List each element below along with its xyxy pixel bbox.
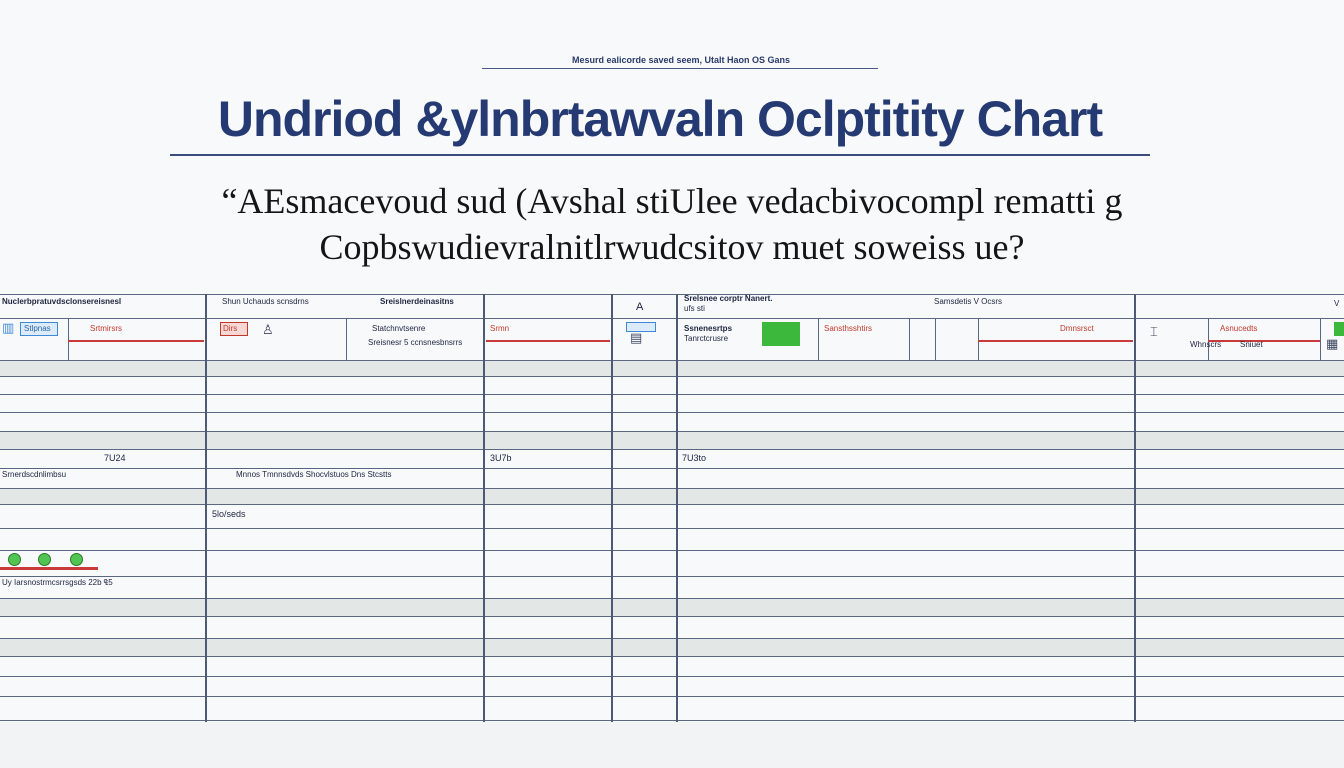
column-divider bbox=[1134, 294, 1136, 722]
status-dot bbox=[70, 553, 83, 566]
sub-cell: Tanrctcrusre bbox=[684, 334, 729, 343]
row-band bbox=[0, 638, 1344, 656]
person-icon: ♙ bbox=[262, 323, 274, 338]
status-dot bbox=[8, 553, 21, 566]
header-cell: Nuclerbpratuvdsclonsereisnesl bbox=[2, 297, 122, 306]
row-line bbox=[0, 360, 1344, 361]
row-line bbox=[0, 412, 1344, 413]
row-band bbox=[0, 431, 1344, 449]
row-line bbox=[0, 488, 1344, 489]
column-divider bbox=[205, 294, 207, 722]
sub-column-divider bbox=[978, 318, 979, 360]
page-title: Undriod &ylnbrtawvaln Oclptitity Chart bbox=[217, 91, 1103, 147]
row-line bbox=[0, 616, 1344, 617]
row-band bbox=[0, 598, 1344, 616]
row-line bbox=[0, 550, 1344, 551]
sub-column-divider bbox=[68, 318, 69, 360]
red-baseline bbox=[0, 567, 98, 570]
bar-chart-icon: ▦ bbox=[1326, 337, 1339, 352]
grid-table bbox=[0, 294, 1344, 722]
chart-icon: ▤ bbox=[630, 331, 643, 346]
red-rule bbox=[68, 340, 204, 342]
row-band bbox=[0, 488, 1344, 504]
column-divider bbox=[611, 294, 613, 722]
row-line bbox=[0, 528, 1344, 529]
column-divider bbox=[676, 294, 678, 722]
row-line bbox=[0, 576, 1344, 577]
body-cell: 3U7b bbox=[490, 453, 512, 463]
column-divider bbox=[483, 294, 485, 722]
header-cell: A bbox=[636, 301, 644, 313]
sub-cell: Whnscrs bbox=[1190, 340, 1222, 349]
row-line bbox=[0, 376, 1344, 377]
title-divider bbox=[170, 154, 1150, 156]
sub-column-divider bbox=[1208, 318, 1209, 360]
sub-column-divider bbox=[935, 318, 936, 360]
row-line bbox=[0, 504, 1344, 505]
sub-column-divider bbox=[818, 318, 819, 360]
header-cell: Sreislnerdeinasitns bbox=[380, 297, 454, 306]
sub-cell: Dirs bbox=[223, 324, 238, 333]
row-line bbox=[0, 598, 1344, 599]
sub-cell: Srmn bbox=[490, 324, 510, 333]
row-line bbox=[0, 468, 1344, 469]
header-cell: Shun Uchauds scnsdrns bbox=[222, 297, 309, 306]
row-line bbox=[0, 449, 1344, 450]
header-cell: Srelsnee corptr Nanert. bbox=[684, 294, 773, 303]
body-cell: 5lo/seds bbox=[212, 509, 246, 519]
top-rule bbox=[482, 68, 878, 69]
sub-cell: Dmnsrsct bbox=[1060, 324, 1094, 333]
row-line bbox=[0, 696, 1344, 697]
question-line-1: “AEsmacevoud sud (Avshal stiUlee vedacbivocompl rematti g bbox=[221, 181, 1123, 221]
row-line bbox=[0, 720, 1344, 721]
sub-cell: Sniuet bbox=[1240, 340, 1263, 349]
red-rule bbox=[486, 340, 610, 342]
row-line bbox=[0, 294, 1344, 295]
equalizer-icon: ▥ bbox=[2, 321, 15, 336]
sub-cell: Ssnenesrtps bbox=[684, 324, 733, 333]
sub-cell: Sansthsshtirs bbox=[824, 324, 873, 333]
bottom-band bbox=[0, 722, 1344, 768]
body-cell: 7U24 bbox=[104, 453, 126, 463]
sub-cell: Asnucedts bbox=[1220, 324, 1258, 333]
question-line-2: Copbswudievralnitlrwudcsitov muet soweiss ue? bbox=[319, 227, 1025, 267]
figure-icon: ⌶ bbox=[1150, 325, 1158, 340]
header-cell: ufs sti bbox=[684, 304, 705, 313]
body-cell: Uy Iarsnostrmcsrrsgsds 22b ₠5 bbox=[2, 578, 113, 587]
green-status-block bbox=[762, 322, 800, 346]
row-line bbox=[0, 394, 1344, 395]
red-rule bbox=[978, 340, 1133, 342]
sub-cell: Sreisnesr 5 ccnsnesbnsrrs bbox=[368, 338, 463, 347]
green-status-block bbox=[1334, 322, 1344, 336]
red-rule bbox=[1208, 340, 1320, 342]
body-cell: Mnnos Tmnnsdvds Shocvlstuos Dns Stcstts bbox=[236, 470, 392, 479]
header-cell: Samsdetis V Ocsrs bbox=[934, 297, 1003, 306]
sub-cell: Statchnvtsenre bbox=[372, 324, 426, 333]
sub-cell: Srtmirsrs bbox=[90, 324, 122, 333]
header-cell: V bbox=[1334, 299, 1340, 308]
body-cell: 7U3to bbox=[682, 453, 707, 463]
sub-cell: Stlpnas bbox=[24, 324, 51, 333]
sub-column-divider bbox=[346, 318, 347, 360]
row-line bbox=[0, 431, 1344, 432]
row-line bbox=[0, 656, 1344, 657]
status-dot bbox=[38, 553, 51, 566]
sub-column-divider bbox=[909, 318, 910, 360]
row-line bbox=[0, 318, 1344, 319]
row-band bbox=[0, 360, 1344, 376]
row-line bbox=[0, 676, 1344, 677]
body-cell: Srnerdscdnlimbsu bbox=[2, 470, 67, 479]
sub-column-divider bbox=[1320, 318, 1321, 360]
row-line bbox=[0, 638, 1344, 639]
top-caption: Mesurd ealicorde saved seem, Utalt Haon OS Gans bbox=[571, 55, 791, 65]
